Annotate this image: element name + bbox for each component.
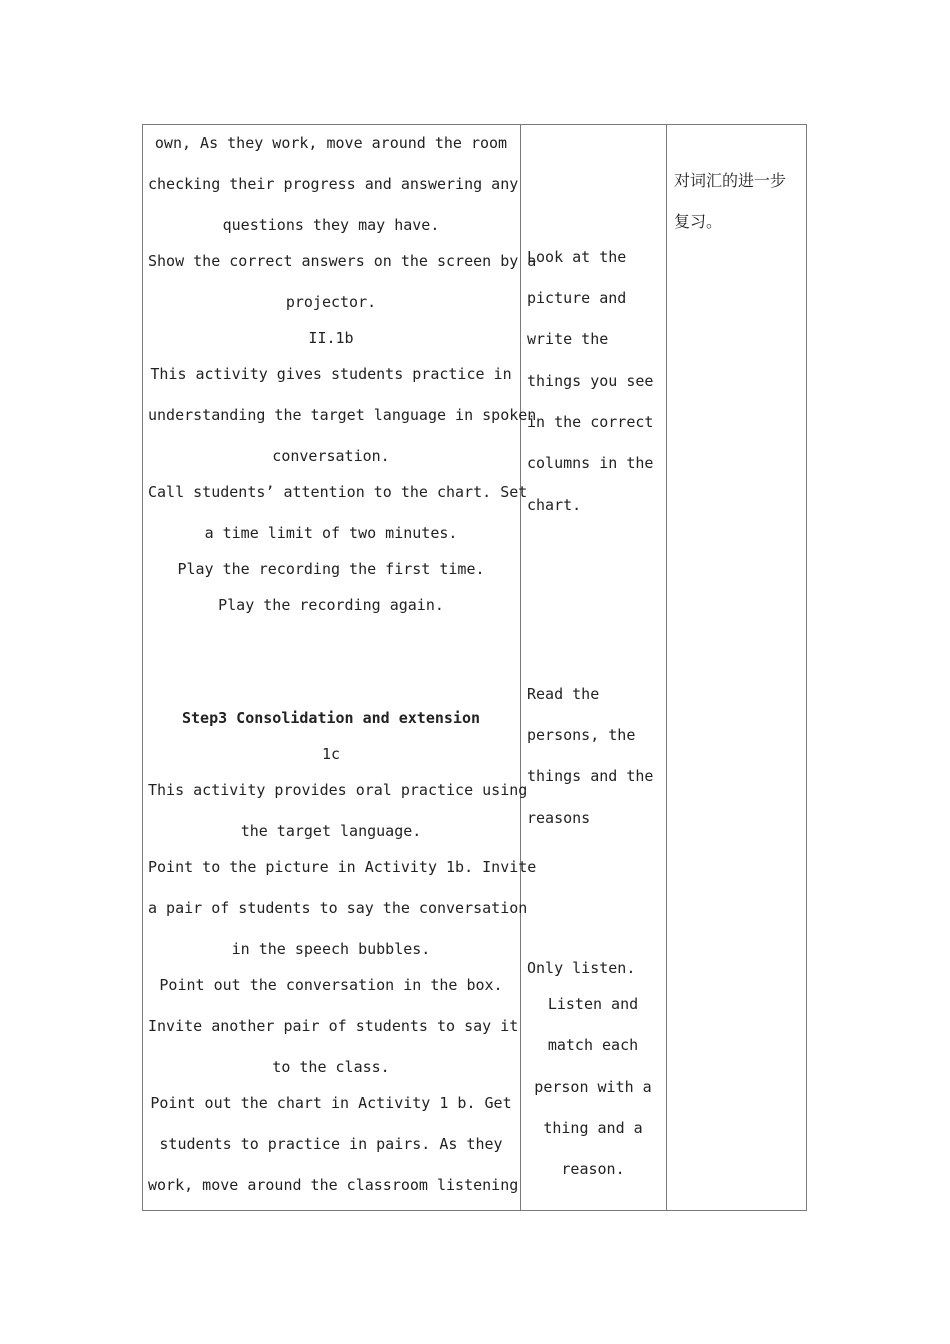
teacher-line: understanding the target language in spoken <box>148 406 537 424</box>
lesson-table <box>142 124 807 1211</box>
teacher-line: Point out the chart in Activity 1 b. Get <box>150 1094 512 1112</box>
section-label: II.1b <box>308 329 354 347</box>
student-line: things you see <box>527 372 654 390</box>
teacher-line: Show the correct answers on the screen by a <box>148 252 537 270</box>
student-line: match each <box>547 1036 639 1054</box>
section-label: 1c <box>321 745 341 763</box>
teacher-line: This activity gives students practice in <box>150 365 512 383</box>
teacher-line: Invite another pair of students to say it <box>148 1017 519 1035</box>
teacher-line: questions they may have. <box>222 216 440 234</box>
teacher-line: the target language. <box>240 822 422 840</box>
student-line: things and the <box>527 767 654 785</box>
teacher-line: work, move around the classroom listening <box>148 1176 519 1194</box>
student-line: write the <box>527 330 609 348</box>
student-line: reasons <box>527 809 591 827</box>
purpose-line: 复习。 <box>674 212 723 231</box>
teacher-line: checking their progress and answering any <box>148 175 519 193</box>
student-line: Only listen. <box>527 959 636 977</box>
teacher-line: own, As they work, move around the room <box>154 134 508 152</box>
student-line: columns in the <box>527 454 654 472</box>
student-line: persons, the <box>527 726 636 744</box>
student-line: person with a <box>534 1078 652 1096</box>
teacher-line: in the speech bubbles. <box>231 940 431 958</box>
teacher-line: a pair of students to say the conversation <box>148 899 528 917</box>
column-divider-1 <box>520 125 521 1210</box>
student-line: Read the <box>527 685 600 703</box>
student-line: picture and <box>527 289 627 307</box>
teacher-line: Point to the picture in Activity 1b. Invite <box>148 858 537 876</box>
teacher-line: conversation. <box>272 447 390 465</box>
teacher-line: to the class. <box>272 1058 390 1076</box>
teacher-line: Point out the conversation in the box. <box>159 976 503 994</box>
teacher-line: Play the recording the first time. <box>177 560 485 578</box>
step-heading: Step3 Consolidation and extension <box>181 709 480 727</box>
teacher-line: students to practice in pairs. As they <box>159 1135 503 1153</box>
student-line: Listen and <box>547 995 639 1013</box>
teacher-line: Call students’ attention to the chart. Set <box>148 483 528 501</box>
student-line: chart. <box>527 496 582 514</box>
teacher-line: This activity provides oral practice using <box>148 781 528 799</box>
purpose-line: 对词汇的进一步 <box>674 171 787 190</box>
student-line: reason. <box>561 1160 625 1178</box>
teacher-line: Play the recording again. <box>218 596 444 614</box>
column-divider-2 <box>666 125 667 1210</box>
teacher-line: a time limit of two minutes. <box>204 524 458 542</box>
student-line: in the correct <box>527 413 654 431</box>
teacher-line: projector. <box>285 293 377 311</box>
student-line: thing and a <box>543 1119 643 1137</box>
student-line: Look at the <box>527 248 627 266</box>
